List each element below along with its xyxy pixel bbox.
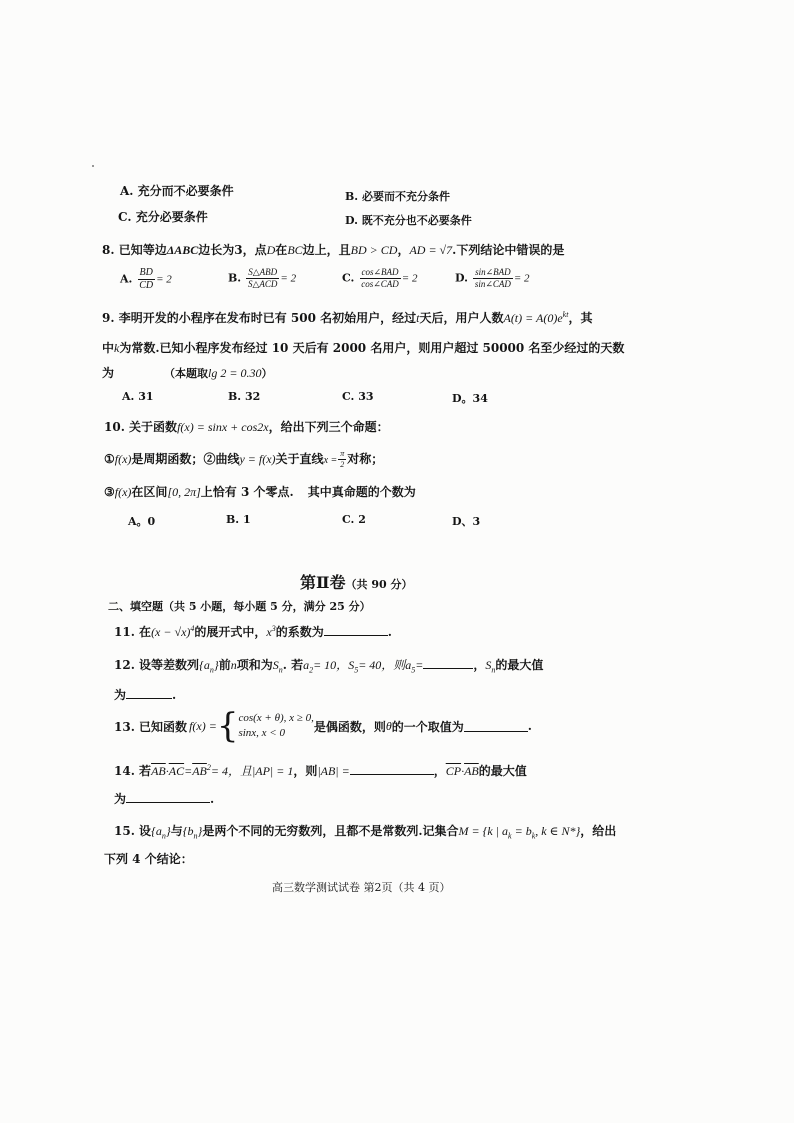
q9-text: ） bbox=[261, 367, 273, 380]
q12-value: = 10， bbox=[313, 658, 349, 672]
q12-line-2 bbox=[114, 686, 176, 703]
q8-text: .下列结论中错误的是 bbox=[452, 243, 565, 257]
q10-expr: x = bbox=[323, 455, 338, 466]
q15-seq: } bbox=[197, 824, 203, 838]
q10-text: 10. 关于函数 bbox=[104, 420, 178, 434]
q13 bbox=[114, 706, 532, 746]
q10-text: 上恰有 3 个零点. bbox=[200, 485, 294, 499]
q13-text: . bbox=[527, 719, 532, 733]
q12-text: . 若 bbox=[282, 658, 304, 672]
answer-blank[interactable] bbox=[464, 721, 528, 732]
q12-text: 项和为 bbox=[236, 658, 273, 672]
answer-blank[interactable] bbox=[324, 625, 388, 636]
part-title: 第Ⅱ卷 bbox=[300, 573, 346, 592]
q15-set: M = {k | a bbox=[458, 824, 509, 838]
denominator: CD bbox=[139, 280, 154, 291]
option-label: D. bbox=[455, 271, 468, 285]
q8-point: D bbox=[266, 243, 276, 257]
q14-vector: $\overline{AC}$ bbox=[168, 764, 185, 778]
q12-var: S bbox=[348, 658, 355, 672]
subscript: n bbox=[209, 665, 214, 675]
q10-text: 在区间 bbox=[131, 485, 168, 499]
q12-var: S bbox=[272, 658, 279, 672]
answer-blank[interactable] bbox=[126, 792, 210, 803]
q14-text: 为 bbox=[114, 792, 127, 806]
q11 bbox=[114, 623, 392, 640]
denominator: cos∠CAD bbox=[361, 279, 399, 289]
q14-op: · bbox=[461, 764, 465, 778]
q10-option-c: C. 2 bbox=[342, 513, 366, 526]
q9-option-a: A. 31 bbox=[122, 390, 154, 403]
fraction bbox=[137, 268, 155, 291]
q12-text: 前 bbox=[218, 658, 231, 672]
q10-interval: [0, 2π] bbox=[167, 485, 201, 499]
piece-2: sinx, x < 0 bbox=[238, 727, 285, 739]
q12-value: = 40，则 bbox=[358, 658, 406, 672]
q14-text: 的最大值 bbox=[478, 764, 527, 778]
piecewise bbox=[238, 711, 313, 741]
q8-text: 边长为3，点 bbox=[198, 243, 267, 257]
q13-function: f(x) = bbox=[189, 718, 217, 733]
answer-blank[interactable] bbox=[126, 688, 172, 699]
q9-text: ，其 bbox=[568, 311, 593, 325]
q11-text: . bbox=[387, 625, 392, 639]
q12-text: 为 bbox=[114, 688, 127, 702]
q10-text: 是周期函数； bbox=[131, 452, 204, 466]
q7-option-a: A. 充分而不必要条件 bbox=[120, 184, 234, 198]
q12-text: . bbox=[172, 688, 177, 702]
subscript: n bbox=[161, 831, 166, 841]
q12-value: = bbox=[415, 658, 424, 672]
q9-text: （本题取 bbox=[164, 367, 209, 380]
q15-set: = b bbox=[511, 824, 532, 838]
q15-text: 15. 设 bbox=[114, 824, 152, 838]
subscript: 5 bbox=[411, 665, 416, 675]
q12-seq: {a bbox=[199, 658, 210, 672]
subscript: n bbox=[278, 665, 283, 675]
q8-text: 边上，且 bbox=[302, 243, 351, 257]
q11-power: 4 bbox=[190, 624, 195, 633]
numerator: π bbox=[340, 449, 345, 458]
q14-text: . bbox=[210, 792, 215, 806]
q10-option-b: B. 1 bbox=[226, 513, 251, 526]
circled-number-1: ① bbox=[104, 452, 115, 466]
subscript: 2 bbox=[309, 665, 314, 675]
q10-expr: y = f(x) bbox=[239, 452, 276, 466]
q8-triangle: ΔABC bbox=[166, 243, 199, 257]
numerator: cos∠BAD bbox=[361, 267, 399, 277]
q11-power: 3 bbox=[271, 624, 276, 633]
q14-vector: $\overline{AB}$ bbox=[192, 764, 207, 778]
q8-text: 8. 已知等边 bbox=[102, 243, 167, 257]
q9-text: 为常数.已知小程序发布经过 10 天后有 2000 名用户，则用户超过 50000 名至少经过的天数 bbox=[119, 341, 625, 355]
q10-text: 曲线 bbox=[215, 452, 240, 466]
q8-option-c bbox=[342, 268, 417, 289]
q14-power: 2 bbox=[206, 763, 211, 772]
q9-exponent: kt bbox=[562, 310, 569, 319]
q8-condition: AD = √7 bbox=[409, 243, 453, 257]
q10-option-a: A。0 bbox=[128, 515, 156, 528]
numerator: S△ABD bbox=[248, 267, 278, 277]
q12-text: 12. 设等差数列 bbox=[114, 658, 200, 672]
q9-text: 天后，用户人数 bbox=[419, 311, 504, 325]
q12-text: 的最大值 bbox=[495, 658, 544, 672]
q15-line-1 bbox=[114, 822, 616, 840]
subscript: k bbox=[508, 831, 512, 841]
page-footer: 高三数学测试试卷 第2页（共 4 页） bbox=[272, 881, 451, 894]
q15-seq: {b bbox=[182, 824, 194, 838]
q11-expr: (x − √x) bbox=[151, 625, 191, 639]
q11-text: 的展开式中， bbox=[194, 625, 267, 639]
option-label: B. bbox=[228, 271, 242, 285]
q10-claims-1-2 bbox=[104, 450, 383, 469]
denominator: 2 bbox=[340, 460, 345, 469]
answer-blank[interactable] bbox=[350, 764, 434, 775]
fraction bbox=[246, 268, 279, 289]
numerator: sin∠BAD bbox=[475, 267, 511, 277]
q15-set: , k ∈ N*} bbox=[535, 824, 581, 838]
q15-text: ，给出 bbox=[580, 824, 617, 838]
q9-line-2 bbox=[102, 339, 624, 356]
rhs: = 2 bbox=[156, 273, 172, 286]
q14-line-2 bbox=[114, 790, 214, 807]
q11-var: x bbox=[266, 625, 272, 639]
q14-op: · bbox=[165, 764, 169, 778]
q13-var: θ bbox=[385, 718, 392, 733]
q10-text: ，给出下列三个命题： bbox=[268, 420, 389, 434]
q12-var: a bbox=[303, 658, 310, 672]
q13-text: 的一个取值为 bbox=[391, 719, 464, 734]
q15-text: 与 bbox=[170, 824, 183, 838]
q8-text: 在 bbox=[275, 243, 288, 257]
part-two-heading bbox=[300, 570, 412, 593]
q14-line-1 bbox=[114, 762, 527, 779]
circled-number-2: ② bbox=[203, 452, 216, 466]
q7-option-c: C. 充分必要条件 bbox=[118, 210, 208, 224]
q10-function: f(x) = sinx + cos2x bbox=[177, 420, 269, 434]
q14-text: 14. 若 bbox=[114, 764, 152, 778]
answer-blank[interactable] bbox=[423, 658, 473, 669]
fraction bbox=[473, 268, 513, 289]
q8-condition: BD > CD bbox=[350, 243, 398, 257]
q9-text: 中 bbox=[102, 341, 115, 355]
q10-claim-3 bbox=[104, 483, 416, 500]
q12-seq: } bbox=[213, 658, 219, 672]
q9-text: 为 bbox=[102, 366, 115, 380]
brace: { bbox=[216, 706, 239, 746]
q9-text: 9. 李明开发的小程序在发布时已有 500 名初始用户，经过 bbox=[102, 311, 417, 325]
q14-text: ， bbox=[433, 764, 446, 778]
section-heading: 二、填空题（共 5 小题，每小题 5 分，满分 25 分） bbox=[108, 600, 371, 613]
q15-seq: } bbox=[165, 824, 171, 838]
rhs: = 2 bbox=[401, 272, 418, 285]
q14-op: = bbox=[184, 764, 193, 778]
rhs: = 2 bbox=[513, 272, 530, 285]
q12-var: n bbox=[230, 658, 237, 672]
circled-number-3: ③ bbox=[104, 485, 115, 499]
q10-expr: f(x) bbox=[114, 485, 132, 499]
q9-formula: A(t) = A(0)e bbox=[503, 311, 563, 325]
q8-option-a bbox=[120, 268, 172, 291]
q14-value: = 4，且 bbox=[210, 764, 252, 778]
q15-text: 是两个不同的无穷数列，且都不是常数列.记集合 bbox=[202, 824, 459, 838]
q7-option-b: B. 必要而不充分条件 bbox=[345, 190, 450, 203]
piece-1: cos(x + θ), x ≥ 0, bbox=[238, 712, 314, 725]
fraction bbox=[359, 268, 401, 289]
q10-expr: f(x) bbox=[114, 452, 132, 466]
q15-seq: {a bbox=[151, 824, 162, 838]
q12-text: ， bbox=[473, 658, 486, 672]
q8-text: ， bbox=[397, 243, 410, 257]
subscript: k bbox=[531, 831, 536, 841]
q9-option-b: B. 32 bbox=[228, 390, 261, 403]
q9-line-1 bbox=[102, 309, 592, 326]
subscript: n bbox=[491, 665, 496, 675]
part-score: （共 90 分） bbox=[345, 578, 413, 591]
option-label: A. bbox=[120, 272, 133, 286]
q10-stem bbox=[104, 418, 389, 435]
subscript: 5 bbox=[354, 665, 359, 675]
q8-option-d bbox=[455, 268, 530, 289]
scan-speck bbox=[92, 165, 94, 167]
q12-var: S bbox=[485, 658, 492, 672]
q8-segment: BC bbox=[287, 243, 303, 257]
q14-vector: $\overline{AB}$ bbox=[151, 764, 166, 778]
q14-vector: $\overline{AB}$ bbox=[464, 764, 479, 778]
q14-vector: $\overline{CP}$ bbox=[445, 764, 462, 778]
q12-var: a bbox=[405, 658, 412, 672]
q10-option-d: D、3 bbox=[452, 515, 481, 528]
fraction bbox=[338, 450, 346, 469]
rhs: = 2 bbox=[280, 272, 297, 285]
q13-text: 13. 已知函数 bbox=[114, 719, 188, 734]
q9-line-3 bbox=[102, 364, 272, 381]
option-label: C. bbox=[342, 271, 355, 285]
q15-line-2: 下列 4 个结论： bbox=[104, 852, 193, 866]
denominator: S△ACD bbox=[247, 279, 278, 289]
q9-option-d: D。34 bbox=[452, 392, 488, 405]
q11-text: 的系数为 bbox=[275, 625, 324, 639]
q14-text: ，则 bbox=[293, 764, 318, 778]
q10-text: 对称； bbox=[347, 452, 384, 466]
q9-var: t bbox=[416, 311, 420, 325]
q8-stem bbox=[102, 241, 564, 258]
q13-text: 是偶函数，则 bbox=[313, 719, 386, 734]
q12-line-1 bbox=[114, 656, 543, 674]
q9-option-c: C. 33 bbox=[342, 390, 374, 403]
q9-var: k bbox=[114, 341, 120, 355]
q10-text: 关于直线 bbox=[275, 452, 324, 466]
q10-text: 其中真命题的个数为 bbox=[307, 485, 416, 499]
subscript: n bbox=[193, 831, 198, 841]
q11-text: 11. 在 bbox=[114, 625, 152, 639]
q14-condition: |AP| = 1 bbox=[251, 764, 294, 778]
q7-option-d: D. 既不充分也不必要条件 bbox=[345, 214, 472, 227]
q14-expr: |AB| = bbox=[317, 764, 350, 778]
denominator: sin∠CAD bbox=[474, 279, 511, 289]
q8-option-b bbox=[228, 268, 296, 289]
q9-given: lg 2 = 0.30 bbox=[208, 366, 262, 380]
numerator: BD bbox=[139, 267, 153, 278]
